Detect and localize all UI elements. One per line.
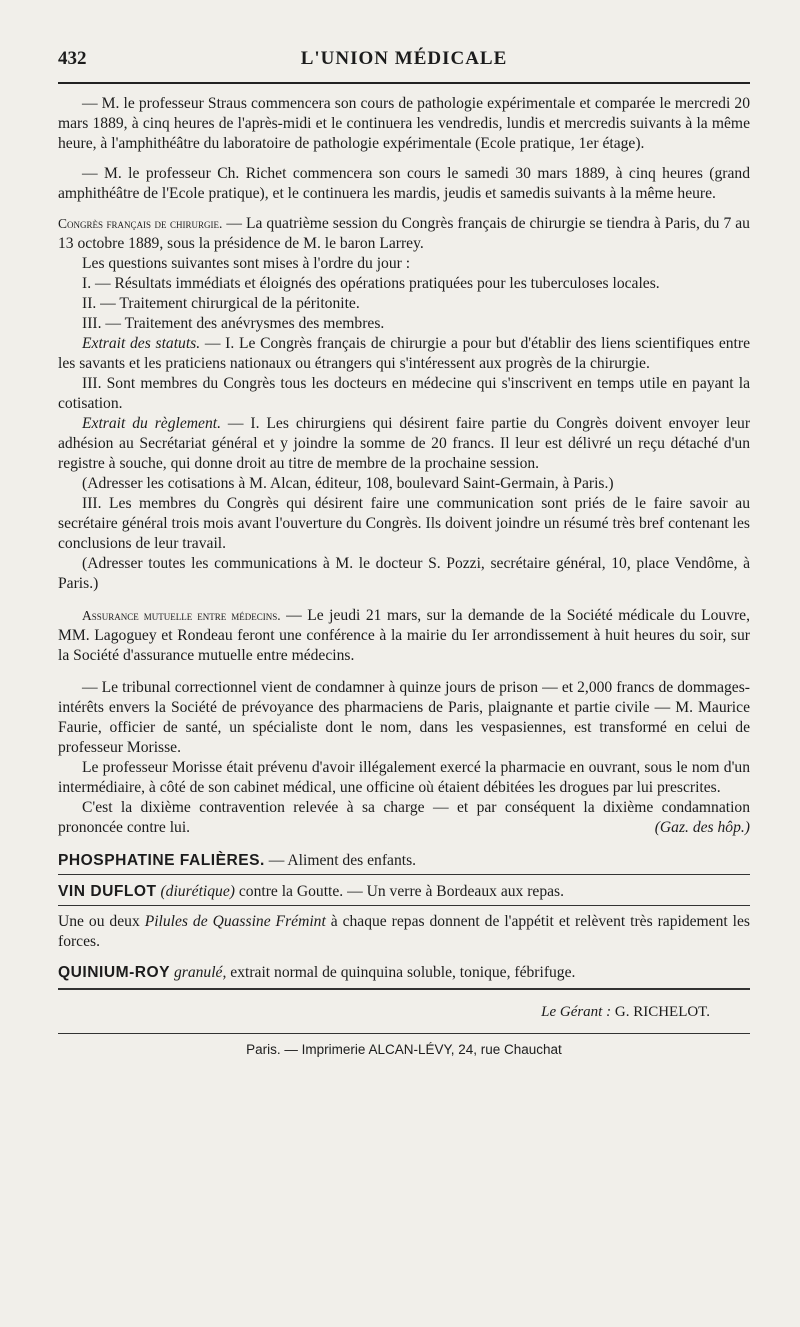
ad-phosphatine-name: PHOSPHATINE FALIÈRES. <box>58 852 265 869</box>
ad-quinium-name: QUINIUM-ROY <box>58 964 171 981</box>
ad-vin-duflot <box>58 881 750 903</box>
question-3: III. — Traitement des anévrysmes des membres. <box>82 315 385 332</box>
ad-pilules-text-b: à chaque repas donnent de l'appétit et relèvent très rapidement les forces. <box>58 913 750 950</box>
ad-vin-italic: (diurétique) <box>160 883 235 900</box>
ad-phosphatine <box>58 850 750 872</box>
adresser-cotisations: (Adresser les cotisations à M. Alcan, éditeur, 108, boulevard Saint-Germain, à Paris.) <box>82 475 614 492</box>
advertisements <box>58 850 750 990</box>
assurance-text: — Le jeudi 21 mars, sur la demande de la Société médicale du Louvre, MM. Lagoguey et Rondeau feront une conférence à la mairie du Ier arrondissement à huit heures du soir, sur la Société d'assurance mutuelle entre médecins. <box>58 607 751 664</box>
question-2: II. — Traitement chirurgical de la péritonite. <box>82 295 360 312</box>
page-header <box>58 44 750 74</box>
adresser-communications: (Adresser toutes les communications à M. le docteur S. Pozzi, secrétaire général, 10, place Vendôme, à Paris.) <box>58 555 750 592</box>
congres-announcement <box>58 214 750 254</box>
source-citation: (Gaz. des hôp.) <box>654 819 750 836</box>
ad-quinium-text: extrait normal de quinquina soluble, tonique, fébrifuge. <box>226 964 576 981</box>
statuts-heading: Extrait des statuts. <box>82 335 201 352</box>
richet-announcement: — M. le professeur Ch. Richet commencera son cours le samedi 30 mars 1889, à cinq heures (grand amphithéâtre de l'Ecole pratique), et le continuera les mardis, jeudis et samedis suivants à la même heure. <box>58 165 750 202</box>
question-1: I. — Résultats immédiats et éloignés des opérations pratiquées pour les tuberculoses locales. <box>82 275 660 292</box>
statuts-paragraph <box>58 334 750 374</box>
journal-title: L'UNION MÉDICALE <box>300 48 508 69</box>
morisse-paragraph: Le professeur Morisse était prévenu d'avoir illégalement exercé la pharmacie en ouvrant, sous le nom d'un intermédiaire, à côté de son cabinet médical, une officine où étaient débitées les drogues par lui prescrites. <box>58 759 750 796</box>
ad-quinium <box>58 962 750 984</box>
page-number: 432 <box>58 48 87 69</box>
ad-divider <box>58 874 750 875</box>
ad-quinium-italic: granulé, <box>173 964 227 981</box>
footer-rule <box>58 1033 750 1034</box>
gerant-label: Le Gérant : <box>541 1004 612 1020</box>
assurance-announcement <box>58 606 750 666</box>
reglement-paragraph <box>58 414 750 474</box>
header-rule <box>58 82 750 84</box>
statuts-iii: III. Sont membres du Congrès tous les docteurs en médecine qui s'inscrivent en temps utile en payant la cotisation. <box>58 375 750 412</box>
tribunal-paragraph: — Le tribunal correctionnel vient de condamner à quinze jours de prison — et 2,000 francs de dommages-intérêts envers la Société de prévoyance des pharmaciens de Paris, plaignante et partie civile — M. Maurice Faurie, officier de santé, un spécialiste dont le nom, dans les vespasiennes, est transformé en celui de professeur Morisse. <box>58 679 750 756</box>
dixieme-paragraph <box>58 798 750 838</box>
ads-bottom-rule <box>58 988 750 990</box>
congres-heading: Congrès français de chirurgie. <box>58 216 223 231</box>
dixieme-text: C'est la dixième contravention relevée à sa charge — et par conséquent la dixième condamnation prononcée contre lui. <box>58 799 750 836</box>
ad-phosphatine-text: — Aliment des enfants. <box>264 852 417 869</box>
reglement-text: — I. Les chirurgiens qui désirent faire partie du Congrès doivent envoyer leur adhésion au Secrétariat général et y joindre la somme de 20 francs. Il leur est délivré un reçu détaché d'un registre à souche, qui donne droit au titre de membre de la prochaine session. <box>58 415 751 472</box>
ad-pilules-text-a: Une ou deux <box>58 913 145 930</box>
straus-announcement: — M. le professeur Straus commencera son cours de pathologie expérimentale et comparée le mercredi 20 mars 1889, à cinq heures de l'après-midi et le continuera les vendredis, lundis et mercredis suivants à la même heure, à l'amphithéâtre du laboratoire de pathologie expérimentale (Ecole pratique, 1er étage). <box>58 95 750 152</box>
ad-divider <box>58 905 750 906</box>
ad-vin-text: contre la Goutte. — Un verre à Bordeaux aux repas. <box>234 883 565 900</box>
assurance-heading: Assurance mutuelle entre médecins. <box>82 608 281 623</box>
imprint-footer: Paris. — Imprimerie ALCAN-LÉVY, 24, rue Chauchat <box>246 1042 562 1057</box>
ad-pilules <box>58 912 750 952</box>
gerant-signature <box>58 1004 710 1021</box>
reglement-iii: III. Les membres du Congrès qui désirent faire une communication sont priés de le faire savoir au secrétaire général trois mois avant l'ouverture du Congrès. Ils doivent joindre un résumé très bref contenant les conclusions de leur travail. <box>58 495 750 552</box>
ad-pilules-italic: Pilules de Quassine Frémint <box>144 913 326 930</box>
questions-intro: Les questions suivantes sont mises à l'ordre du jour : <box>82 255 411 272</box>
ad-vin-name: VIN DUFLOT <box>58 883 157 900</box>
gerant-name: G. RICHELOT. <box>614 1004 710 1020</box>
reglement-heading: Extrait du règlement. <box>82 415 221 432</box>
statuts-text: — I. Le Congrès français de chirurgie a pour but d'établir des liens scientifiques entre les savants et les praticiens nationaux ou étrangers qui s'intéressent aux progrès de la chirurgie. <box>58 335 750 372</box>
congres-text: — La quatrième session du Congrès français de chirurgie se tiendra à Paris, du 7 au 13 octobre 1889, sous la présidence de M. le baron Larrey. <box>58 215 750 252</box>
